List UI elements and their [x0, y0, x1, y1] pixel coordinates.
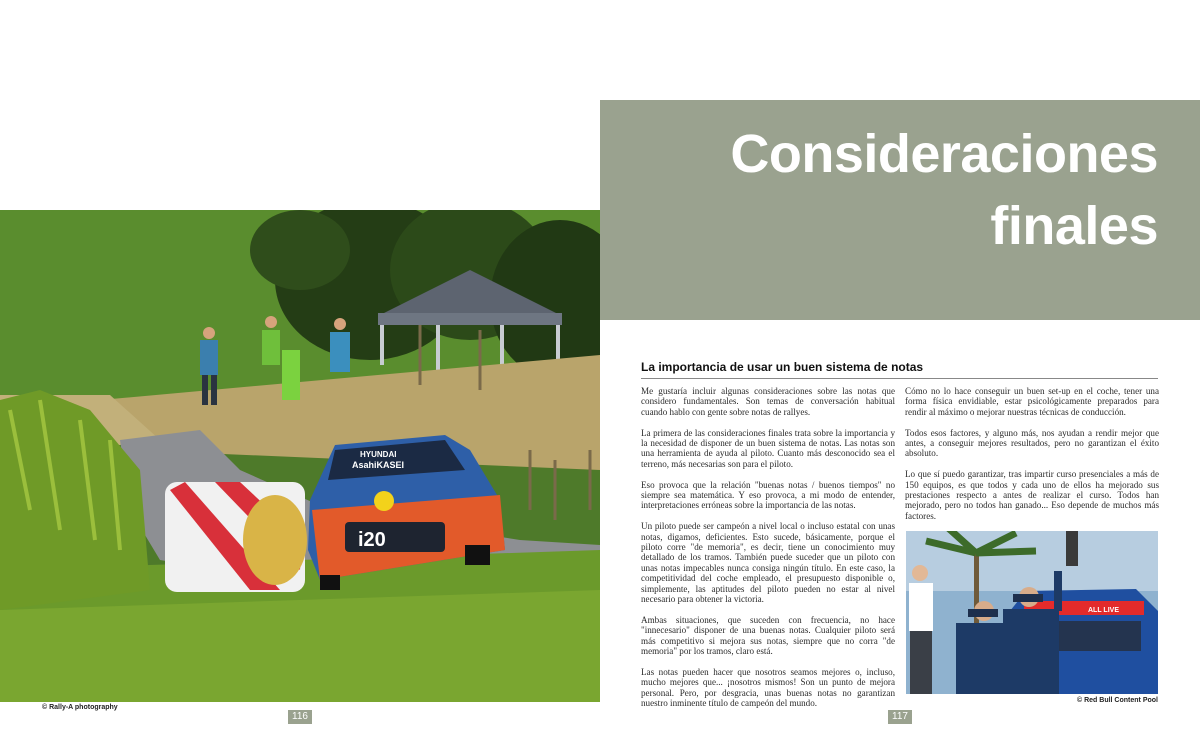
section-title: La importancia de usar un buen sistema de notas: [641, 360, 1158, 379]
page-number-right: 117: [888, 710, 912, 724]
podium-photo: [906, 531, 1158, 694]
hay-bale: [165, 482, 307, 592]
title-band: [600, 100, 1200, 320]
photo-credit-right: © Red Bull Content Pool: [1077, 697, 1158, 704]
paragraph: Un piloto puede ser campeón a nivel local o incluso estatal con unas notas, digamos, deficientes. Esto sucede, básicamente, porque el piloto corre "de memoria", es decir, tiene un conocimiento muy detallado de los tramos. También puede suceder que un piloto con unas notas impecables nunca consiga ningún título. En este caso, la competitividad del coche empleado, el presupuesto disponible o, simplemente, las aptitudes del piloto pueden no estar al nivel necesario para obtener la victoria.: [641, 521, 895, 605]
paragraph: Todos esos factores, y alguno más, nos ayudan a rendir mejor que antes, a conseguir mejores resultados, pero no garantizan el éxito absoluto.: [905, 427, 1159, 459]
chapter-title: [730, 118, 1158, 262]
text-column-1: [641, 386, 895, 719]
paragraph: Cómo no lo hace conseguir un buen set-up en el coche, tener una forma física envidiable, estar psicológicamente preparados para rendir al máximo o mejorar nuestras técnicas de conducción.: [905, 386, 1159, 417]
car-banner-text: ALL LIVE: [1088, 607, 1119, 614]
photo-credit-left: © Rally-A photography: [42, 704, 118, 711]
paragraph: La primera de las consideraciones finales trata sobre la importancia y la necesidad de disponer de un buen sistema de notas. Las notas son una herramienta de ayuda al piloto. Cuanto más desconocido sea el terreno, más necesarias son para el piloto.: [641, 427, 895, 469]
car-brand-text: HYUNDAI: [360, 450, 397, 459]
text-column-2: [905, 386, 1159, 532]
paragraph: Eso provoca que la relación "buenas notas / buenos tiempos" no siempre sea matemática. Y eso provoca, a mi modo de entender, interpretaciones erróneas sobre la importancia de las notas.: [641, 479, 895, 511]
paragraph: Las notas pueden hacer que nosotros seamos mejores o, incluso, mucho mejores que... ¡nosotros mismos! Son un punto de mejora personal. Pero, por desgracia, unas buenas notas no garantizan nuestro inminente título de campeón del mundo.: [641, 666, 895, 709]
chapter-title-line-2: finales: [990, 196, 1158, 256]
car-sponsor-text: AsahiKASEI: [352, 460, 405, 470]
chapter-title-line-1: Consideraciones: [730, 124, 1158, 184]
car-model-text: i20: [358, 529, 386, 551]
paragraph: Ambas situaciones, que suceden con frecuencia, no hace "innecesario" disponer de una buenas notas. Cualquier piloto será más competitivo si mejora sus notas, siempre que no corra "de memoria" por los tramos, claro está.: [641, 614, 895, 657]
paragraph: Lo que sí puedo garantizar, tras impartir curso presenciales a más de 150 equipos, es que todos y cada uno de ellos ha mejorado sus prestaciones respecto a antes de realizar el curso. Todos han mejorado, pero no todos han ganado... Eso depende de muchos más factores.: [905, 469, 1159, 521]
rally-car-photo: [0, 210, 600, 702]
paragraph: Me gustaría incluir algunas consideraciones sobre las notas que considero fundamentales. Son temas de conversación habitual cuando hablo con gente sobre notas de rallyes.: [641, 386, 895, 417]
podium-hostess: [909, 565, 933, 694]
page-number-left: 116: [288, 710, 312, 724]
